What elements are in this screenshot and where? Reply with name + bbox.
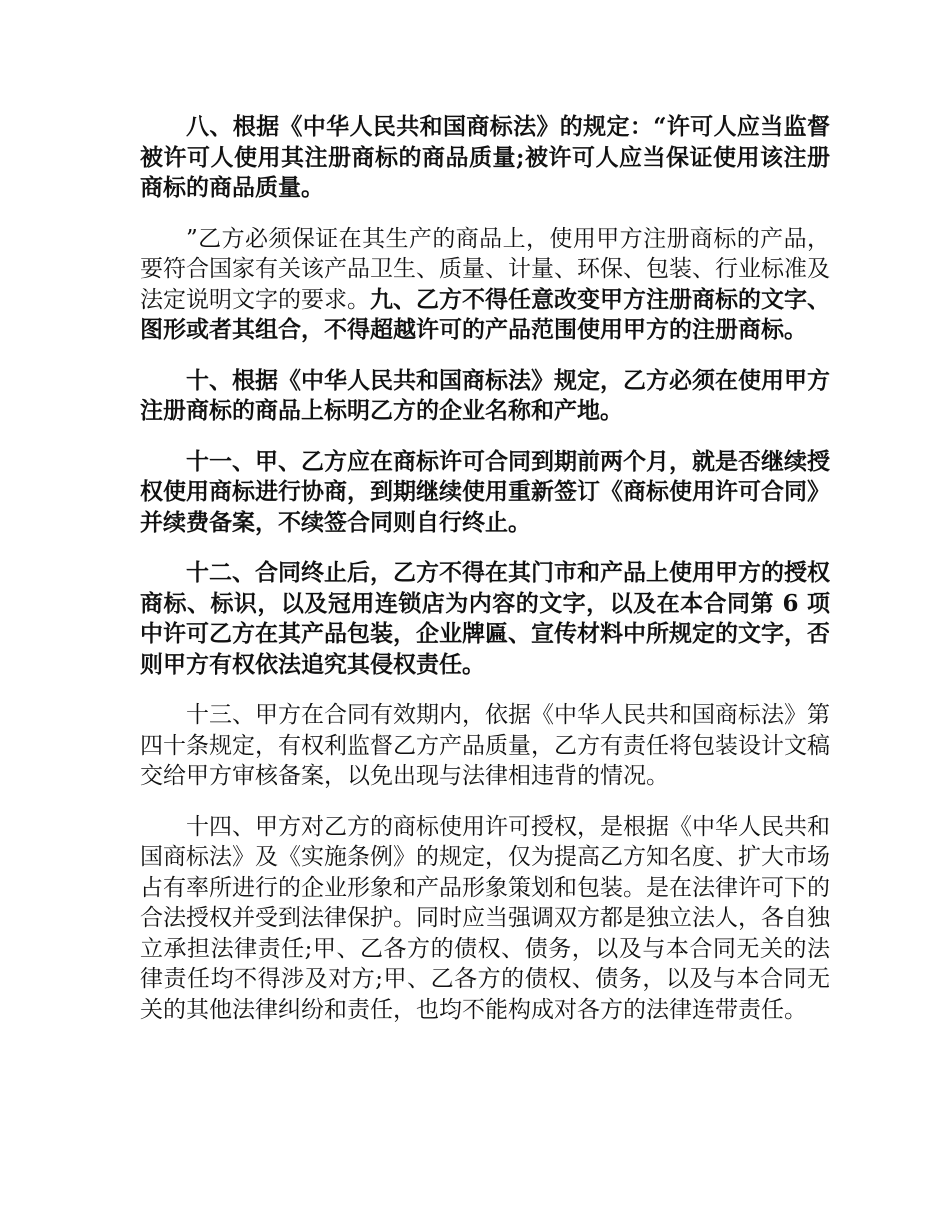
clause-9-paragraph [140,224,830,346]
clause-9-text: 九、乙方不得任意改变甲方注册商标的文字、图形或者其组合，不得超越许可的产品范围使用甲方的注册商标。 [140,285,830,343]
clause-14-paragraph: 十四、甲方对乙方的商标使用许可授权，是根据《中华人民共和国商标法》及《实施条例》的规定，仅为提高乙方知名度、扩大市场占有率所进行的企业形象和产品形象策划和包装。是在法律许可下的合法授权并受到法律保护。同时应当强调双方都是独立法人，各自独立承担法律责任;甲、乙各方的债权、债务，以及与本合同无关的法律责任均不得涉及对方;甲、乙各方的债权、债务，以及与本合同无关的其他法律纠纷和责任，也均不能构成对各方的法律连带责任。 [140,813,830,1023]
clause-10-paragraph: 十、根据《中华人民共和国商标法》规定，乙方必须在使用甲方注册商标的商品上标明乙方的企业名称和产地。 [140,366,830,424]
clause-8-paragraph: 八、根据《中华人民共和国商标法》的规定：“许可人应当监督被许可人使用其注册商标的商品质量;被许可人应当保证使用该注册商标的商品质量。 [140,113,830,201]
clause-11-paragraph: 十一、甲、乙方应在商标许可合同到期前两个月，就是否继续授权使用商标进行协商，到期继续使用重新签订《商标使用许可合同》并续费备案，不续签合同则自行终止。 [140,447,830,536]
clause-8-continuation-text: ”乙方必须保证在其生产的商品上，使用甲方注册商标的产品，要符合国家有关该产品卫生、质量、计量、环保、包装、行业标准及法定说明文字的要求。 [140,225,830,313]
clause-12-paragraph: 十二、合同终止后，乙方不得在其门市和产品上使用甲方的授权商标、标识，以及冠用连锁店为内容的文字，以及在本合同第 6 项中许可乙方在其产品包装，企业牌匾、宣传材料中所规定的文字，否则甲方有权依法追究其侵权责任。 [140,559,830,678]
document-page [140,112,830,1025]
clause-13-paragraph: 十三、甲方在合同有效期内，依据《中华人民共和国商标法》第四十条规定，有权利监督乙方产品质量，乙方有责任将包装设计文稿交给甲方审核备案，以免出现与法律相违背的情况。 [140,702,830,789]
